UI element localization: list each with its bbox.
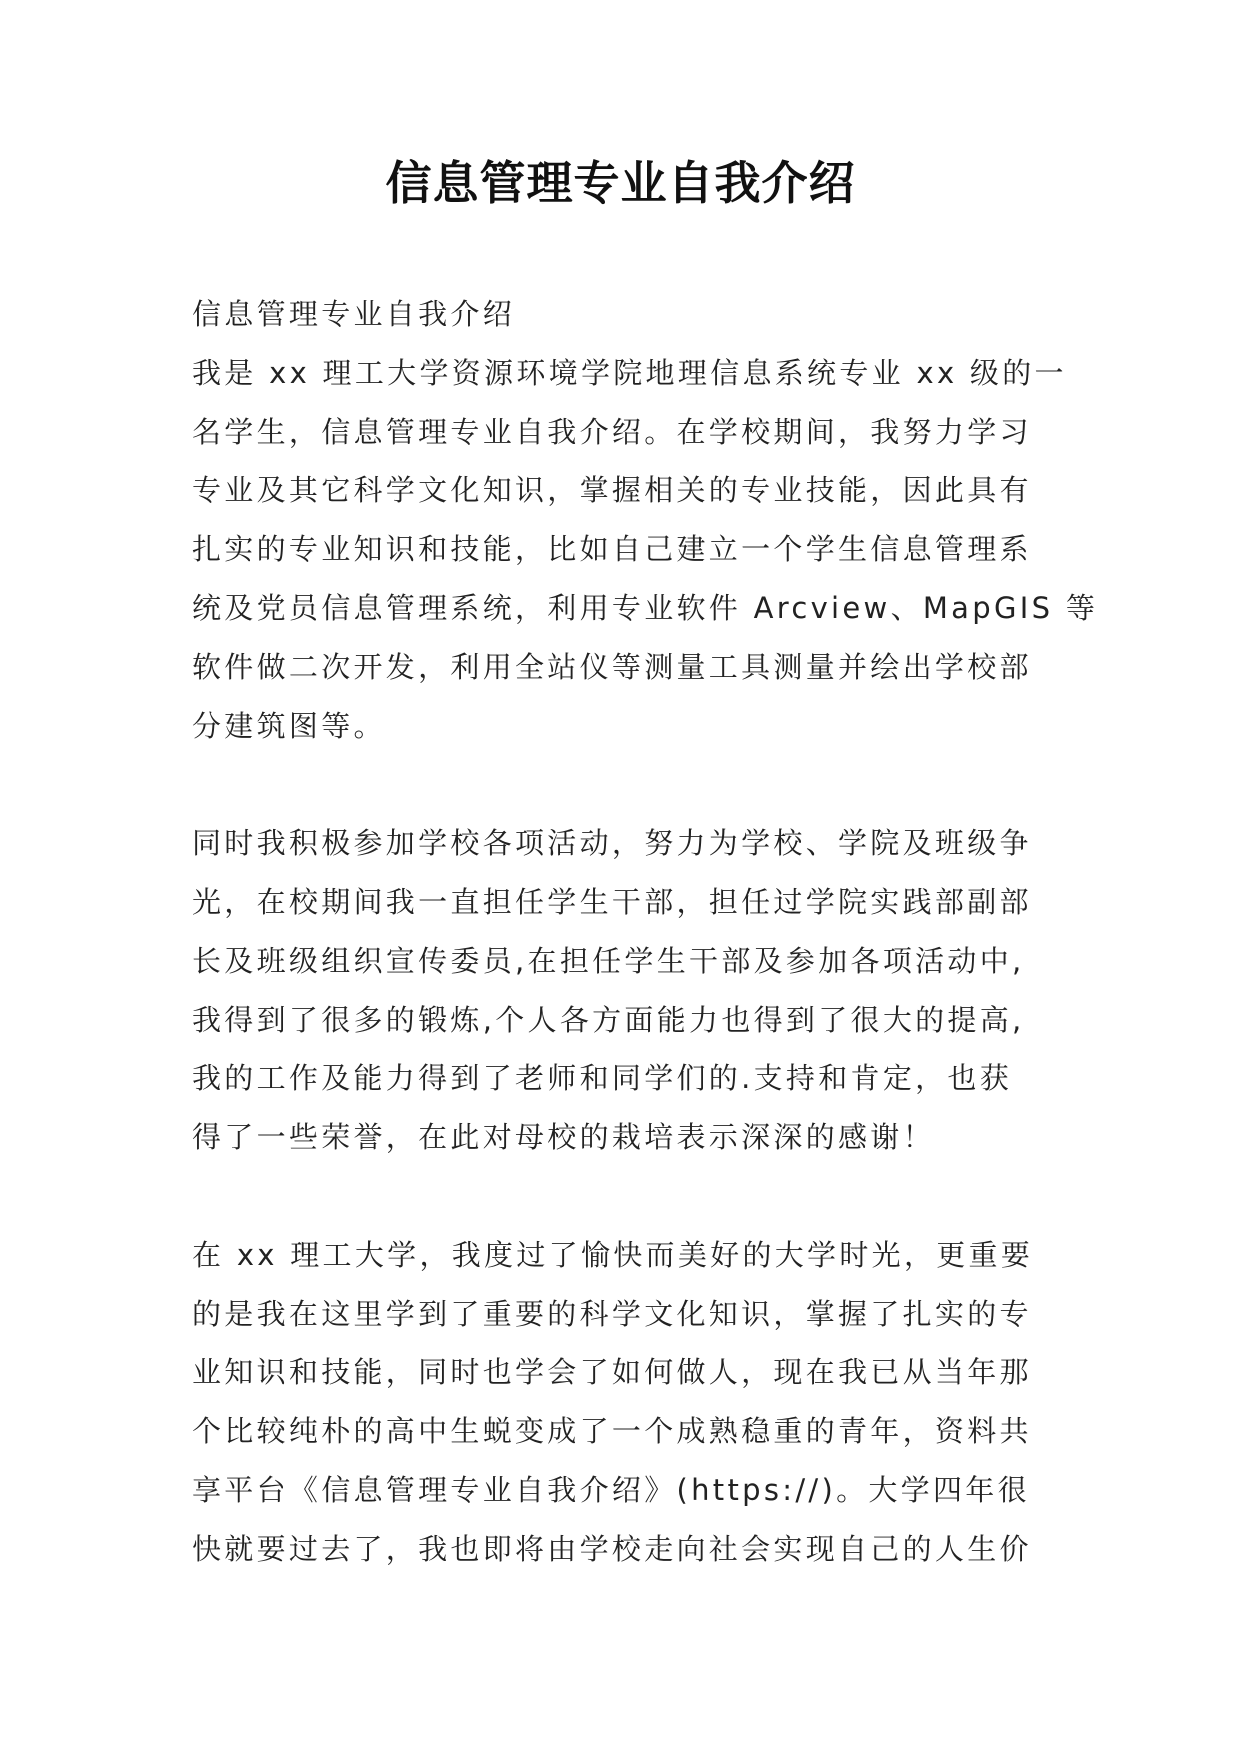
paragraph-3 <box>192 1226 1052 1579</box>
paragraph-line: 业知识和技能，同时也学会了如何做人，现在我已从当年那 <box>192 1355 1032 1390</box>
subtitle-line: 信息管理专业自我介绍 <box>192 297 516 331</box>
paragraph-gap <box>192 1167 1052 1226</box>
paragraph-line: 的是我在这里学到了重要的科学文化知识，掌握了扎实的专 <box>192 1296 1032 1331</box>
paragraph-1 <box>192 344 1099 756</box>
paragraph-line: 长及班级组织宣传委员,在担任学生干部及参加各项活动中, <box>192 943 1025 978</box>
paragraph-line: 专业及其它科学文化知识，掌握相关的专业技能，因此具有 <box>192 473 1032 508</box>
paragraph-line: 扎实的专业知识和技能，比如自己建立一个学生信息管理系 <box>192 532 1032 567</box>
paragraph-line: 光，在校期间我一直担任学生干部，担任过学院实践部副部 <box>192 884 1032 919</box>
paragraph-line: 我的工作及能力得到了老师和同学们的.支持和肯定，也获 <box>192 1061 1013 1096</box>
paragraph-line: 我是 xx 理工大学资源环境学院地理信息系统专业 xx 级的一 <box>192 355 1067 390</box>
paragraph-line: 分建筑图等。 <box>192 708 386 743</box>
paragraph-line: 统及党员信息管理系统，利用专业软件 Arcview、MapGIS 等 <box>192 590 1099 625</box>
paragraph-2 <box>192 814 1052 1167</box>
paragraph-gap <box>192 755 1052 814</box>
paragraph-line: 得了一些荣誉，在此对母校的栽培表示深深的感谢！ <box>192 1120 935 1155</box>
paragraph-line: 我得到了很多的锻炼,个人各方面能力也得到了很大的提高, <box>192 1002 1025 1037</box>
paragraph-line: 享平台《信息管理专业自我介绍》(https://)。大学四年很 <box>192 1472 1030 1507</box>
page-title: 信息管理专业自我介绍 <box>385 156 856 210</box>
document-body <box>192 285 1099 1579</box>
paragraph-line: 软件做二次开发，利用全站仪等测量工具测量并绘出学校部 <box>192 649 1032 684</box>
paragraph-line: 名学生，信息管理专业自我介绍。在学校期间，我努力学习 <box>192 414 1032 449</box>
paragraph-line: 个比较纯朴的高中生蜕变成了一个成熟稳重的青年，资料共 <box>192 1414 1032 1449</box>
paragraph-line: 同时我积极参加学校各项活动，努力为学校、学院及班级争 <box>192 826 1032 861</box>
paragraph-line: 在 xx 理工大学，我度过了愉快而美好的大学时光，更重要 <box>192 1237 1034 1272</box>
paragraph-line: 快就要过去了，我也即将由学校走向社会实现自己的人生价 <box>192 1531 1032 1566</box>
